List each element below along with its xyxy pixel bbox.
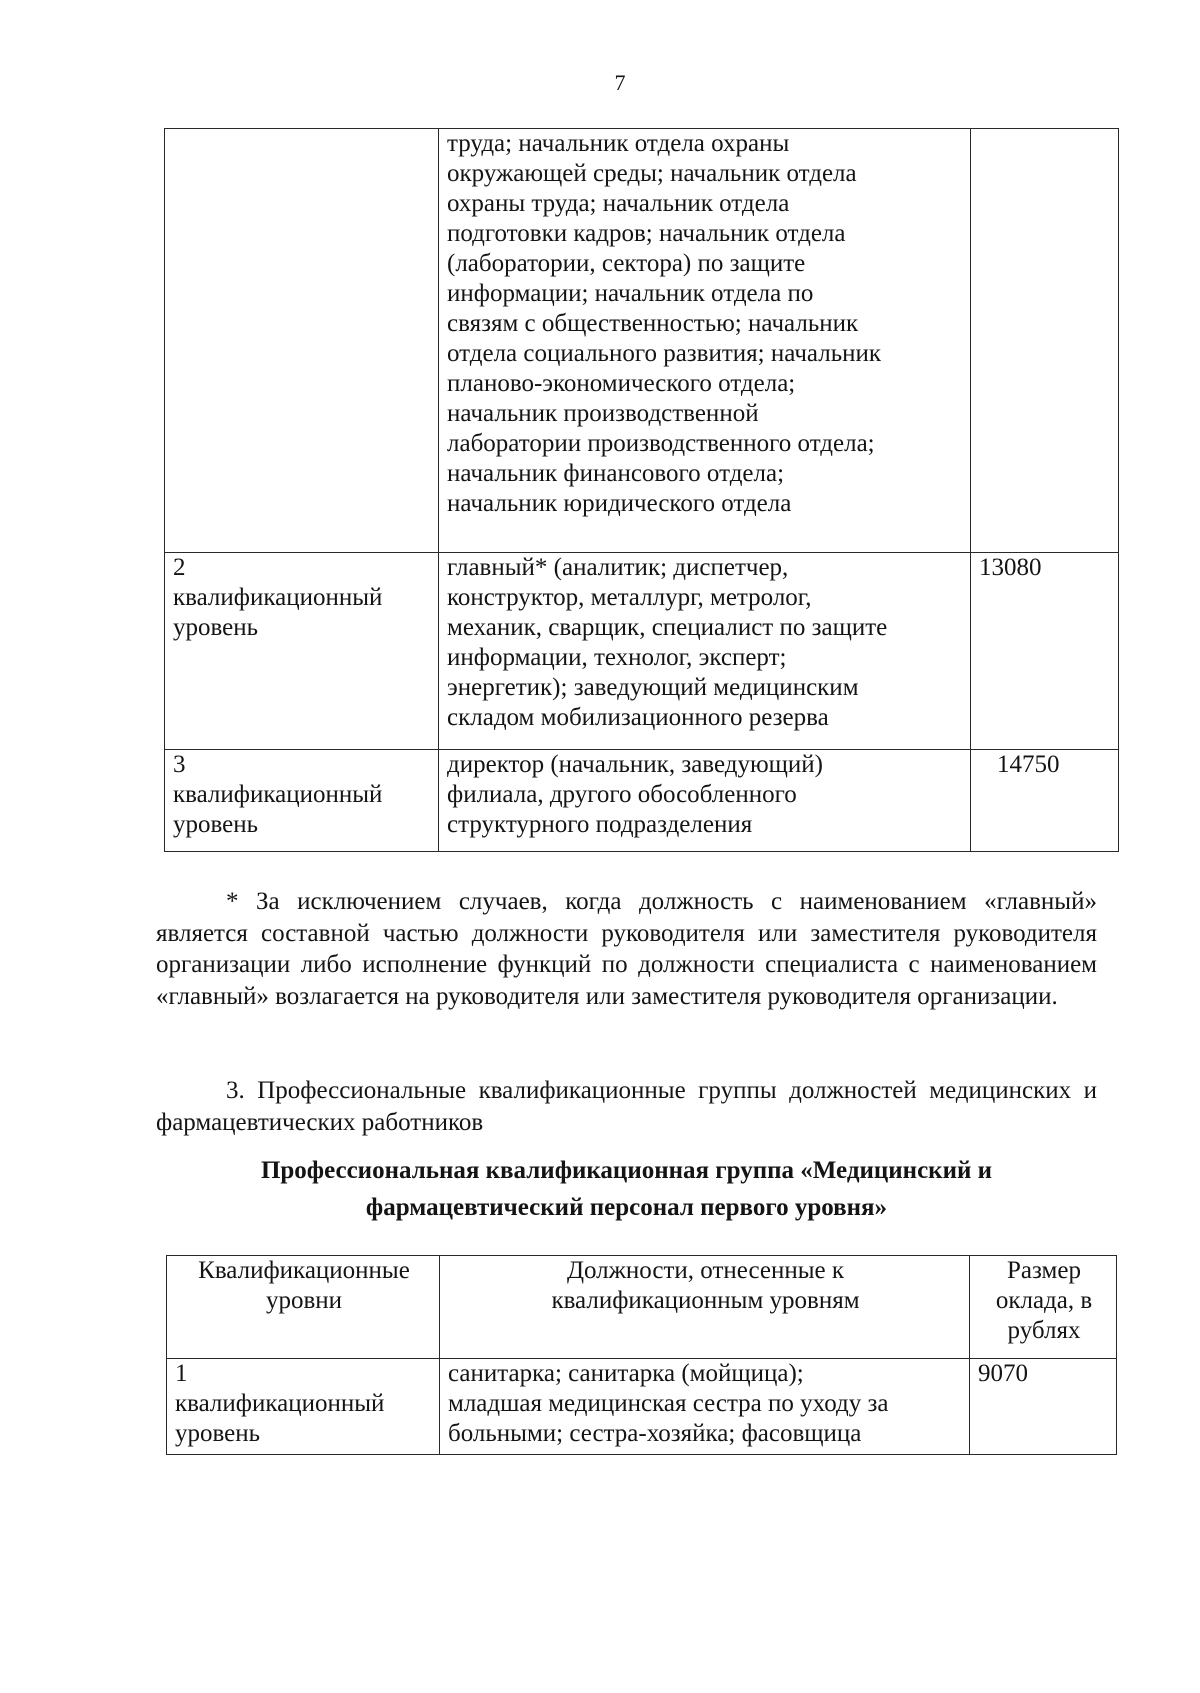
text-line: информации, технолог, эксперт; xyxy=(447,644,787,671)
level-number: 3 xyxy=(173,751,186,778)
text-line: механик, сварщик, специалист по защите xyxy=(447,614,888,641)
header-text: Квалификационные xyxy=(198,1257,410,1284)
text-line: главный* (аналитик; диспетчер, xyxy=(447,554,789,581)
page-number: 7 xyxy=(614,70,626,95)
level-cell xyxy=(165,553,439,750)
salary-value: 13080 xyxy=(979,554,1042,581)
header-text: квалификационным уровням xyxy=(551,1287,860,1314)
table-header-row xyxy=(167,1256,1117,1359)
text-line: начальник производственной xyxy=(447,400,759,427)
salary-cell xyxy=(971,553,1119,750)
footnote xyxy=(156,886,1097,1012)
column-header-salary xyxy=(970,1256,1117,1359)
salary-cell xyxy=(970,1359,1117,1455)
text-line: отдела социального развития; начальник xyxy=(447,340,882,367)
positions-cell xyxy=(440,1359,970,1455)
header-text: оклада, в xyxy=(995,1287,1093,1314)
text-line: филиала, другого обособленного xyxy=(447,781,797,808)
level-cell xyxy=(165,750,439,852)
section-heading-text: 3. Профессиональные квалификационные группы должностей медицинских и фармацевтических работников xyxy=(156,1077,1097,1136)
salary-cell xyxy=(971,750,1119,852)
level-number: 2 xyxy=(173,554,186,581)
text-line: охраны труда; начальник отдела xyxy=(447,190,790,217)
text-line: окружающей среды; начальник отдела xyxy=(447,160,857,187)
header-text: Должности, отнесенные к xyxy=(566,1257,845,1284)
text-line: конструктор, металлург, метролог, xyxy=(447,584,812,611)
text-line: младшая медицинская сестра по уходу за xyxy=(448,1390,889,1417)
positions-cell xyxy=(439,750,971,852)
table-row xyxy=(165,129,1119,553)
level-cell xyxy=(167,1359,440,1455)
qualification-table-continued xyxy=(164,128,1119,852)
text-line: санитарка; санитарка (мойщица); xyxy=(448,1360,804,1387)
text-line: подготовки кадров; начальник отдела xyxy=(447,220,846,247)
text-line: уровень xyxy=(175,1420,261,1447)
text-line: квалификационный xyxy=(175,1390,385,1417)
header-text: рублях xyxy=(1007,1317,1081,1344)
section-heading xyxy=(156,1075,1097,1138)
text-line: информации; начальник отдела по xyxy=(447,280,814,307)
text-line: труда; начальник отдела охраны xyxy=(447,130,790,157)
text-line: уровень xyxy=(173,811,259,838)
text-line: планово-экономического отдела; xyxy=(447,370,796,397)
text-line: структурного подразделения xyxy=(447,811,753,838)
group-title-line: Профессиональная квалификационная группа «Медицинский и xyxy=(260,1157,993,1184)
text-line: уровень xyxy=(173,614,259,641)
text-line: начальник финансового отдела; xyxy=(447,460,785,487)
header-text: Размер xyxy=(1007,1257,1081,1284)
text-line: энергетик); заведующий медицинским xyxy=(447,674,859,701)
column-header-levels xyxy=(167,1256,440,1359)
footnote-text: * За исключением случаев, когда должность с наименованием «главный» является составной частью должности руководителя или заместителя руководителя организации либо исполнение функций по должности специалиста с наименованием «главный» возлагается на руководителя или заместителя руководителя организации. xyxy=(156,888,1097,1010)
column-header-positions xyxy=(440,1256,970,1359)
text-line: директор (начальник, заведующий) xyxy=(447,751,823,778)
text-line: квалификационный xyxy=(173,781,383,808)
salary-value: 14750 xyxy=(997,751,1060,778)
salary-value: 9070 xyxy=(978,1360,1028,1387)
text-line: складом мобилизационного резерва xyxy=(447,704,829,731)
text-line: начальник юридического отдела xyxy=(447,490,792,517)
salary-cell xyxy=(971,129,1119,553)
table-row xyxy=(167,1359,1117,1455)
group-title xyxy=(156,1152,1097,1226)
positions-cell xyxy=(439,553,971,750)
positions-cell xyxy=(439,129,971,553)
header-text: уровни xyxy=(265,1287,343,1314)
table-row xyxy=(165,750,1119,852)
level-cell xyxy=(165,129,439,553)
table-row xyxy=(165,553,1119,750)
text-line: лаборатории производственного отдела; xyxy=(447,430,875,457)
level-number: 1 xyxy=(175,1360,188,1387)
text-line: (лаборатории, сектора) по защите xyxy=(447,250,806,277)
qualification-table xyxy=(166,1255,1117,1455)
text-line: больными; сестра-хозяйка; фасовщица xyxy=(448,1420,862,1447)
group-title-line: фармацевтический персонал первого уровня» xyxy=(365,1194,888,1221)
text-line: связям с общественностью; начальник xyxy=(447,310,859,337)
text-line: квалификационный xyxy=(173,584,383,611)
